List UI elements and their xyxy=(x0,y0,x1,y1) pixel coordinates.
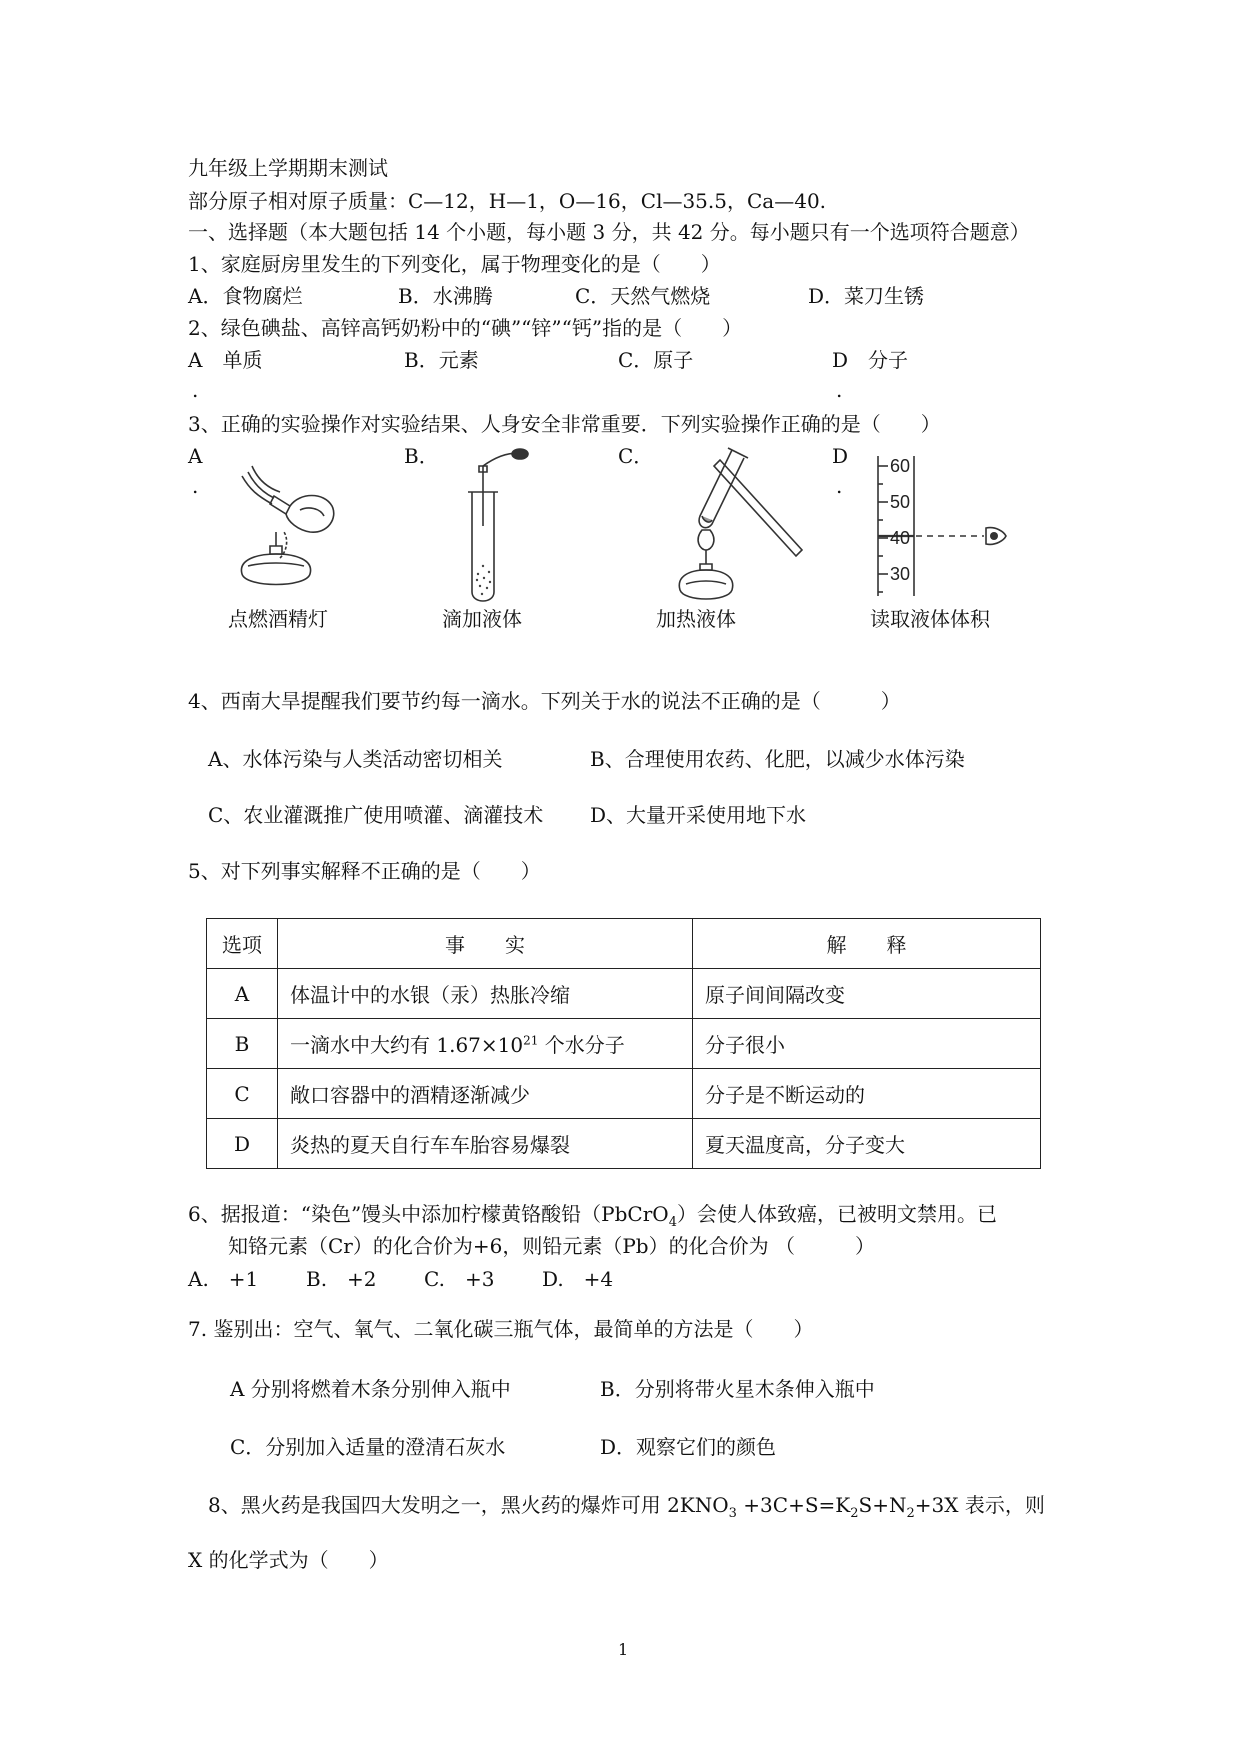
q6-option-c: C. +3 xyxy=(424,1267,495,1291)
q4-stem: 4、西南大旱提醒我们要节约每一滴水。下列关于水的说法不正确的是（ ） xyxy=(188,689,901,713)
q1-option-a: A．食物腐烂 xyxy=(188,284,303,308)
row-option: B xyxy=(207,1019,278,1069)
q8-text-2: +3C+S=K xyxy=(736,1493,851,1517)
table-row xyxy=(207,969,1041,1019)
dropper-test-tube-figure xyxy=(446,446,536,606)
q2-option-b: B．元素 xyxy=(404,348,479,372)
q6-stem-line2: 知铬元素（Cr）的化合价为+6，则铅元素（Pb）的化合价为 （ ） xyxy=(228,1234,875,1258)
q2-dot-d: . xyxy=(836,378,843,402)
fact-exponent: 21 xyxy=(523,1033,539,1048)
q1-option-b: B．水沸腾 xyxy=(398,284,493,308)
q6-stem-pre: 6、据报道：“染色”馒头中添加柠檬黄铬酸铅（PbCrO xyxy=(188,1202,669,1226)
header-option: 选项 xyxy=(207,919,278,969)
q7-option-b: B．分别将带火星木条伸入瓶中 xyxy=(600,1377,875,1401)
row-explain: 分子很小 xyxy=(693,1019,1041,1069)
q3-dot-a: . xyxy=(192,474,199,498)
row-explain: 原子间间隔改变 xyxy=(693,969,1041,1019)
q1-option-c: C．天然气燃烧 xyxy=(575,284,711,308)
q2-stem: 2、绿色碘盐、高锌高钙奶粉中的“碘”“锌”“钙”指的是（ ） xyxy=(188,316,743,340)
q8-text-4: +3X 表示，则 xyxy=(914,1493,1045,1517)
q3-caption-c: 加热液体 xyxy=(656,607,736,631)
table-row xyxy=(207,1019,1041,1069)
header-fact: 事 实 xyxy=(278,919,693,969)
row-fact: 敞口容器中的酒精逐渐减少 xyxy=(278,1069,693,1119)
q3-caption-d: 读取液体体积 xyxy=(870,607,990,631)
q3-letter-a: A xyxy=(188,444,203,468)
q2-dot-a: . xyxy=(192,378,199,402)
q5-stem: 5、对下列事实解释不正确的是（ ） xyxy=(188,859,541,883)
q6-option-d: D. +4 xyxy=(542,1267,614,1291)
cylinder-tick-40: 40 xyxy=(890,528,911,548)
facts-table xyxy=(206,918,1041,1169)
q8-sub-1: 3 xyxy=(728,1506,737,1521)
q4-option-c: C、农业灌溉推广使用喷灌、滴灌技术 xyxy=(208,803,544,827)
q3-dot-d: . xyxy=(836,474,843,498)
row-fact: 体温计中的水银（汞）热胀冷缩 xyxy=(278,969,693,1019)
q6-option-b: B. +2 xyxy=(306,1267,377,1291)
fact-text-post: 个水分子 xyxy=(538,1033,625,1057)
q8-text-1: 8、黑火药是我国四大发明之一，黑火药的爆炸可用 2KNO xyxy=(208,1493,729,1517)
q4-option-b: B、合理使用农药、化肥，以减少水体污染 xyxy=(590,747,965,771)
row-fact xyxy=(278,1019,693,1069)
q3-caption-a: 点燃酒精灯 xyxy=(228,607,328,631)
row-option: C xyxy=(207,1069,278,1119)
q2-option-a: A 单质 xyxy=(188,348,263,372)
q6-option-a: A. +1 xyxy=(188,1267,259,1291)
row-option: D xyxy=(207,1119,278,1169)
section-heading: 一、选择题（本大题包括 14 个小题，每小题 3 分，共 42 分。每小题只有一个选项符合题意） xyxy=(188,220,1030,244)
row-explain: 夏天温度高，分子变大 xyxy=(693,1119,1041,1169)
table-row xyxy=(207,1119,1041,1169)
cylinder-tick-50: 50 xyxy=(890,492,911,512)
q8-sub-2: 2 xyxy=(850,1506,859,1521)
q3-letter-b: B． xyxy=(404,444,439,468)
graduated-cylinder-figure xyxy=(864,452,1014,602)
heating-liquid-figure xyxy=(650,446,810,606)
q2-option-c: C．原子 xyxy=(618,348,694,372)
row-explain: 分子是不断运动的 xyxy=(693,1069,1041,1119)
q3-stem: 3、正确的实验操作对实验结果、人身安全非常重要．下列实验操作正确的是（ ） xyxy=(188,412,941,436)
q3-caption-b: 滴加液体 xyxy=(442,607,522,631)
header-explain: 解 释 xyxy=(693,919,1041,969)
exam-title: 九年级上学期期末测试 xyxy=(188,156,388,180)
q8-stem xyxy=(208,1492,1045,1527)
q7-option-c: C．分别加入适量的澄清石灰水 xyxy=(230,1435,506,1459)
atomic-masses: 部分原子相对原子质量：C—12，H—1，O—16，Cl—35.5，Ca—40. xyxy=(188,189,827,213)
q7-option-d: D．观察它们的颜色 xyxy=(600,1435,777,1459)
alcohol-lamp-lighting-figure xyxy=(228,462,348,602)
q8-text-3: S+N xyxy=(858,1493,907,1517)
q7-option-a: A 分别将燃着木条分别伸入瓶中 xyxy=(230,1377,511,1401)
q6-stem xyxy=(188,1201,997,1236)
q6-stem-post: ）会使人体致癌，已被明文禁用。已 xyxy=(676,1202,997,1226)
cylinder-tick-30: 30 xyxy=(890,564,911,584)
fact-text-pre: 一滴水中大约有 1.67×10 xyxy=(290,1033,524,1057)
q3-letter-d: D xyxy=(832,444,849,468)
q8-stem-line2: X 的化学式为（ ） xyxy=(188,1548,389,1572)
q1-option-d: D．菜刀生锈 xyxy=(808,284,925,308)
q8-sub-3: 2 xyxy=(906,1506,915,1521)
table-row xyxy=(207,1069,1041,1119)
table-header-row xyxy=(207,919,1041,969)
q2-option-d: D 分子 xyxy=(832,348,909,372)
q7-stem: 7. 鉴别出：空气、氧气、二氧化碳三瓶气体，最简单的方法是（ ） xyxy=(188,1317,814,1341)
row-option: A xyxy=(207,969,278,1019)
q1-stem: 1、家庭厨房里发生的下列变化，属于物理变化的是（ ） xyxy=(188,252,721,276)
page-number: 1 xyxy=(618,1640,629,1659)
q6-subscript: 4 xyxy=(668,1215,677,1230)
cylinder-tick-60: 60 xyxy=(890,456,911,476)
q3-letter-c: C． xyxy=(618,444,654,468)
q4-option-a: A、水体污染与人类活动密切相关 xyxy=(208,747,503,771)
row-fact: 炎热的夏天自行车车胎容易爆裂 xyxy=(278,1119,693,1169)
q4-option-d: D、大量开采使用地下水 xyxy=(590,803,807,827)
